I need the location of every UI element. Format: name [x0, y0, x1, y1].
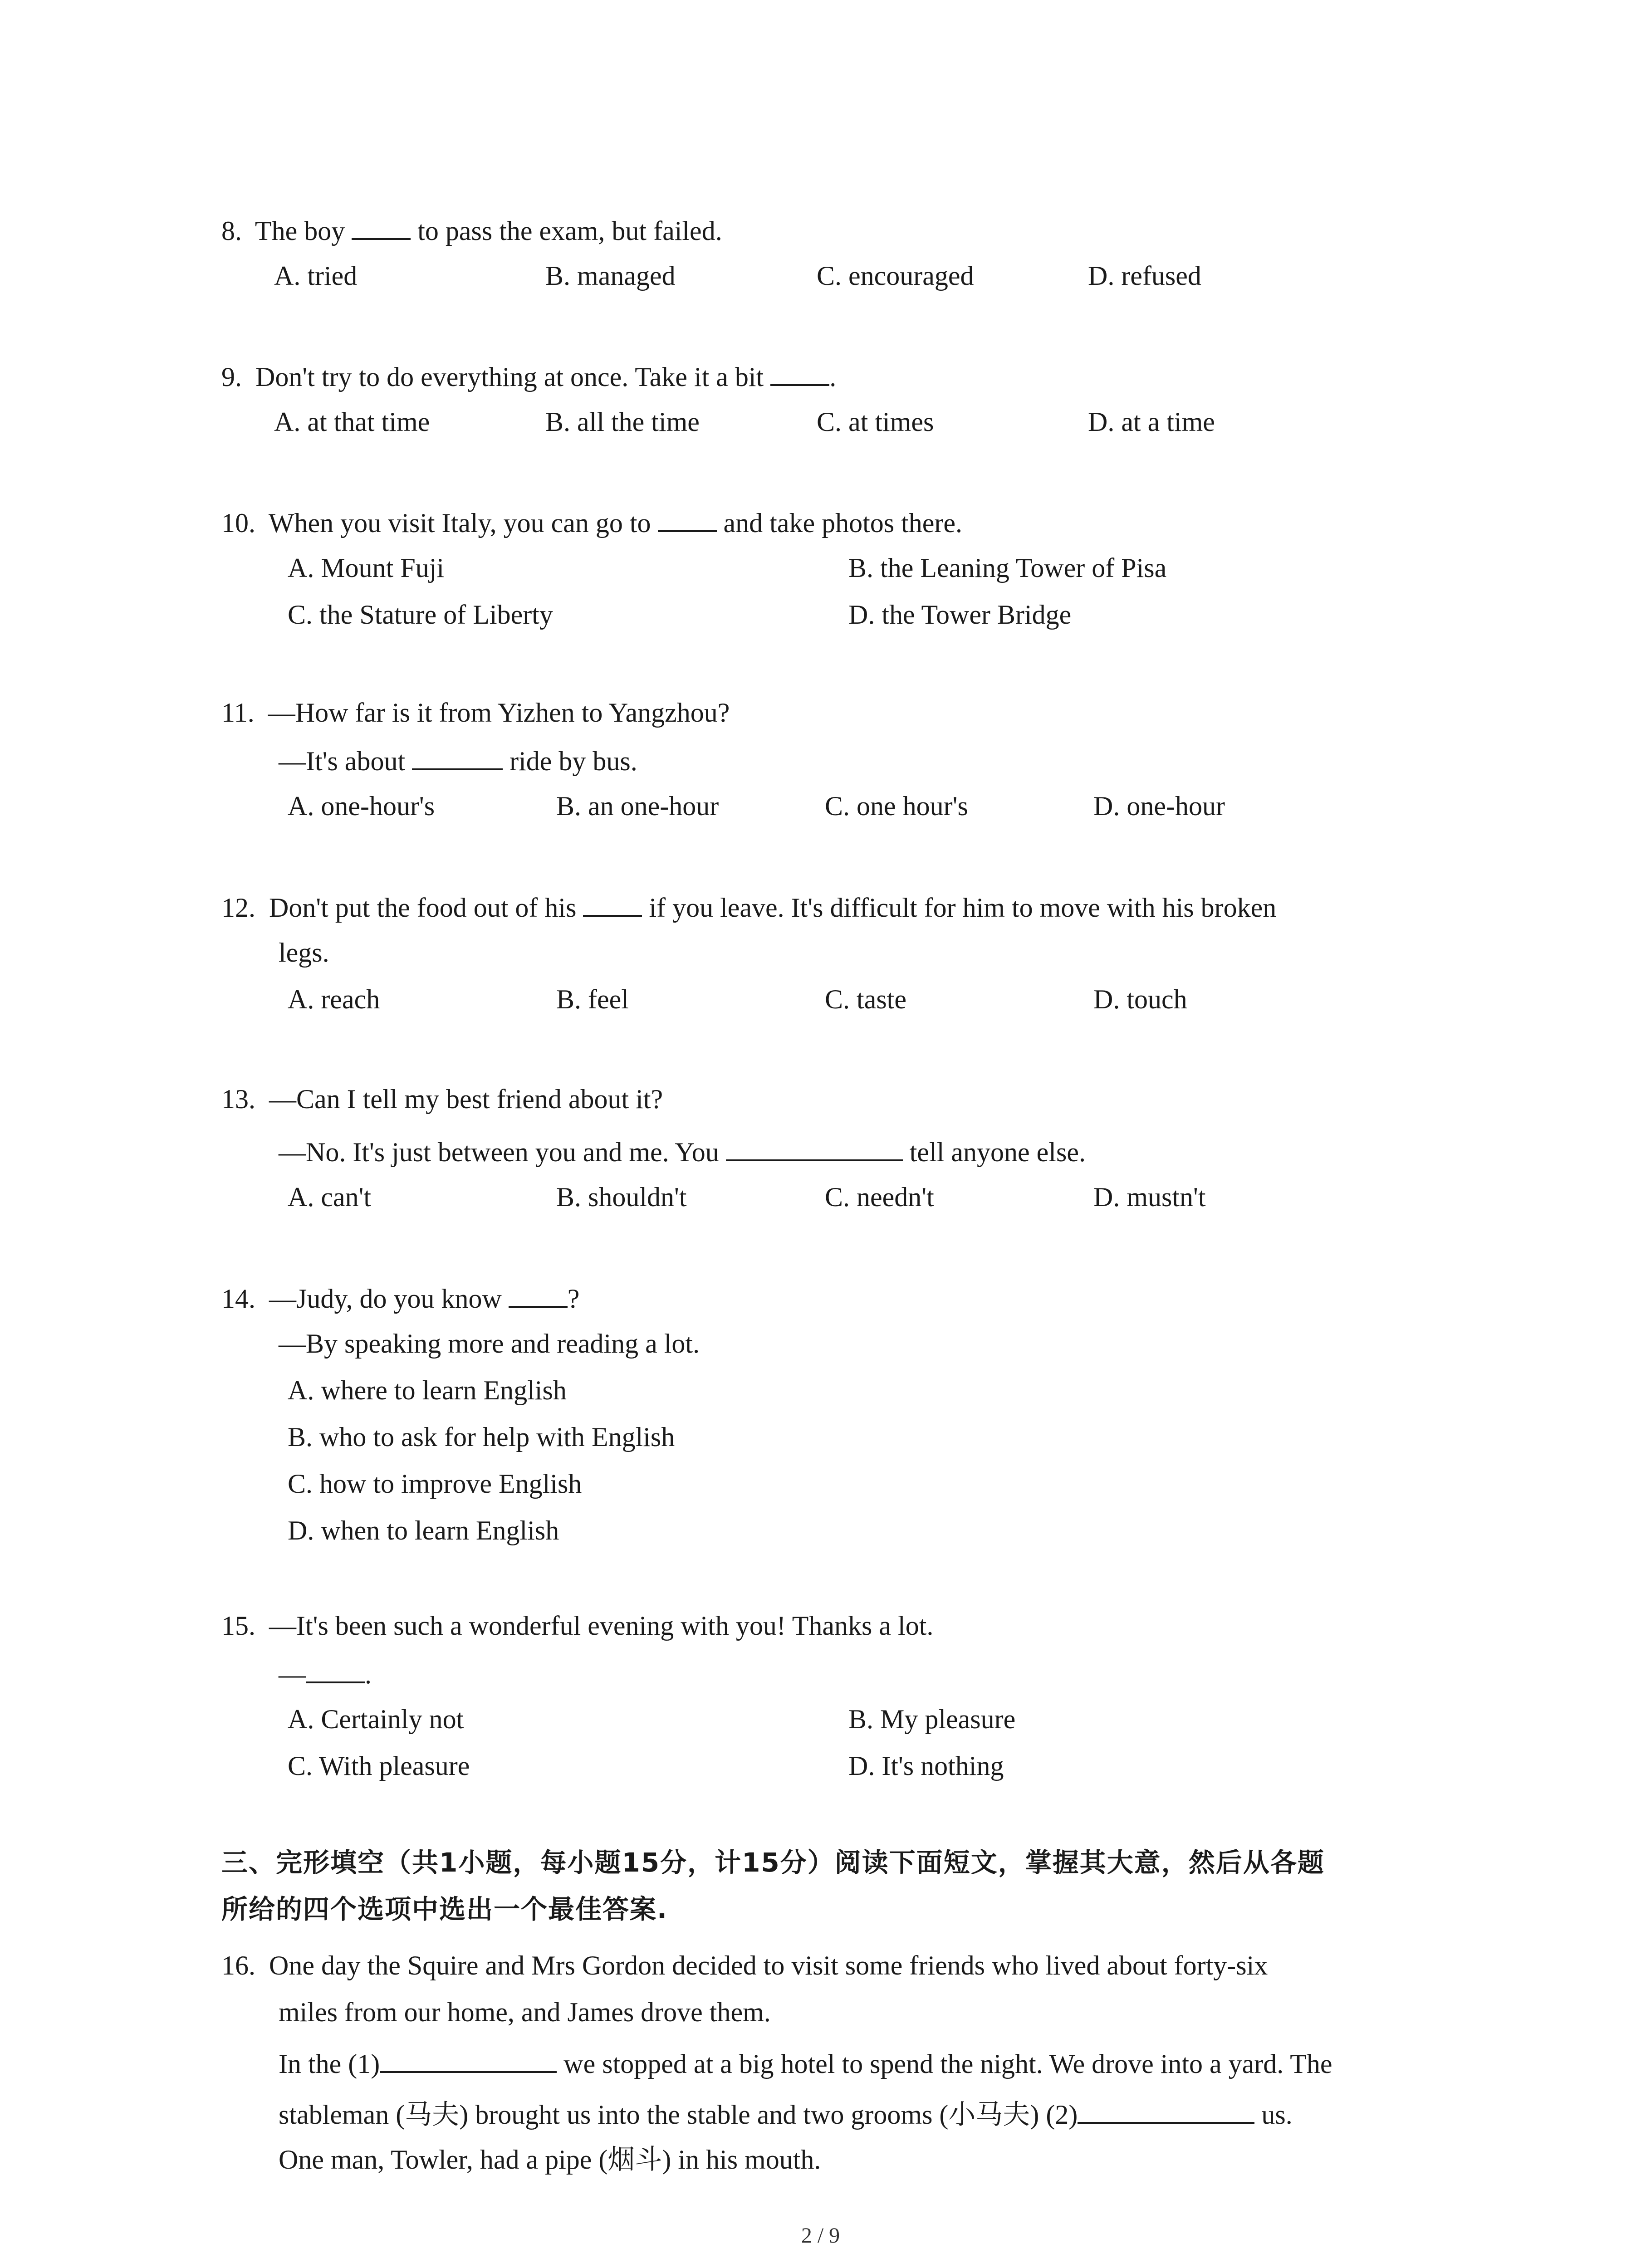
- question-8-stem: [221, 215, 722, 244]
- page-number: 2 / 9: [801, 2224, 840, 2248]
- stem-text: Don't try to do everything at once. Take it a bit: [255, 362, 764, 392]
- question-14-response: —By speaking more and reading a lot.: [279, 1329, 700, 1359]
- option-d: D. when to learn English: [288, 1515, 559, 1545]
- question-number: 12.: [221, 893, 255, 923]
- passage-line-blank-2: [279, 2099, 1293, 2128]
- option-b: B. My pleasure: [848, 1704, 1016, 1734]
- option-d: D. It's nothing: [848, 1751, 1004, 1781]
- stem-text: When you visit Italy, you can go to: [268, 508, 651, 538]
- question-number: 16.: [221, 1950, 255, 1980]
- section-heading: 三、完形填空（共1小题，每小题15分，计15分）阅读下面短文，掌握其大意，然后从各题: [221, 1847, 1325, 1878]
- question-15-stem: [221, 1612, 933, 1639]
- stem-text: tell anyone else.: [909, 1137, 1086, 1167]
- passage-text: In the (1): [279, 2049, 380, 2079]
- option-c: C. the Stature of Liberty: [288, 600, 553, 630]
- stem-text: —How far is it from Yizhen to Yangzhou?: [268, 698, 730, 728]
- stem-text: —It's about: [279, 746, 406, 776]
- option-a: A. Certainly not: [288, 1704, 464, 1734]
- answer-blank: [583, 892, 642, 917]
- option-b: B. managed: [545, 261, 676, 291]
- question-11-stem: [221, 699, 730, 726]
- option-c: C. With pleasure: [288, 1751, 470, 1781]
- stem-text: —: [279, 1659, 306, 1689]
- option-b: B. who to ask for help with English: [288, 1422, 675, 1452]
- question-13-stem: [221, 1085, 663, 1113]
- passage-text: we stopped at a big hotel to spend the night. We drove into a yard. The: [563, 2049, 1332, 2079]
- option-c: C. taste: [825, 984, 906, 1014]
- stem-text: ?: [567, 1284, 580, 1314]
- option-a: A. can't: [288, 1182, 372, 1212]
- question-number: 14.: [221, 1284, 255, 1314]
- section-heading-cont: 所给的四个选项中选出一个最佳答案.: [221, 1894, 668, 1925]
- passage-text: miles from our home, and James drove them.: [279, 1997, 771, 2027]
- question-14-stem: [221, 1283, 579, 1312]
- cloze-blank-2: [1078, 2099, 1254, 2124]
- question-number: 13.: [221, 1084, 255, 1114]
- answer-blank: [770, 362, 829, 386]
- passage-text: One man, Towler, had a pipe (烟斗) in his mouth.: [279, 2145, 821, 2175]
- question-12-stem: [221, 892, 1276, 921]
- option-a: A. at that time: [274, 407, 430, 437]
- stem-text: —Can I tell my best friend about it?: [269, 1084, 663, 1114]
- stem-text: .: [365, 1659, 372, 1689]
- stem-text: .: [829, 362, 837, 392]
- passage-text: us.: [1261, 2100, 1293, 2130]
- option-d: D. mustn't: [1093, 1182, 1206, 1212]
- stem-text: —No. It's just between you and me. You: [279, 1137, 719, 1167]
- cloze-blank-1: [380, 2048, 557, 2073]
- question-12-stem-cont: legs.: [279, 938, 329, 968]
- passage-text: stableman (马夫) brought us into the stable and two grooms (小马夫) (2): [279, 2100, 1078, 2130]
- option-d: D. at a time: [1088, 407, 1215, 437]
- answer-blank: [352, 215, 411, 240]
- option-b: B. an one-hour: [556, 791, 719, 821]
- question-10-stem: [221, 508, 962, 537]
- option-c: C. at times: [817, 407, 934, 437]
- option-b: B. all the time: [545, 407, 700, 437]
- question-11-response: [279, 746, 637, 775]
- stem-text: Don't put the food out of his: [269, 893, 577, 923]
- question-number: 8.: [221, 216, 242, 246]
- option-c: C. how to improve English: [288, 1469, 582, 1499]
- option-d: D. refused: [1088, 261, 1201, 291]
- question-9-stem: [221, 362, 836, 391]
- option-c: C. needn't: [825, 1182, 934, 1212]
- option-d: D. touch: [1093, 984, 1187, 1014]
- answer-blank: [412, 746, 503, 770]
- option-d: D. one-hour: [1093, 791, 1225, 821]
- option-a: A. where to learn English: [288, 1375, 567, 1405]
- question-number: 11.: [221, 698, 255, 728]
- passage-text: One day the Squire and Mrs Gordon decided to visit some friends who lived about forty-six: [269, 1950, 1268, 1980]
- question-16-passage-line: [221, 1952, 1268, 1979]
- option-a: A. reach: [288, 984, 380, 1014]
- answer-blank: [509, 1283, 568, 1308]
- option-b: B. feel: [556, 984, 629, 1014]
- stem-text: if you leave. It's difficult for him to move with his broken: [649, 893, 1277, 923]
- stem-text: to pass the exam, but failed.: [417, 216, 722, 246]
- stem-text: and take photos there.: [723, 508, 963, 538]
- question-number: 15.: [221, 1611, 255, 1641]
- answer-blank: [658, 508, 717, 532]
- option-b: B. the Leaning Tower of Pisa: [848, 553, 1167, 583]
- question-15-response: [279, 1659, 372, 1688]
- stem-text: —It's been such a wonderful evening with you! Thanks a lot.: [269, 1611, 934, 1641]
- question-number: 9.: [221, 362, 242, 392]
- option-c: C. encouraged: [817, 261, 974, 291]
- stem-text: The boy: [255, 216, 345, 246]
- option-a: A. one-hour's: [288, 791, 435, 821]
- option-c: C. one hour's: [825, 791, 968, 821]
- passage-line-blank-1: [279, 2048, 1332, 2077]
- option-a: A. tried: [274, 261, 358, 291]
- stem-text: —Judy, do you know: [269, 1284, 502, 1314]
- option-d: D. the Tower Bridge: [848, 600, 1072, 630]
- question-number: 10.: [221, 508, 255, 538]
- option-b: B. shouldn't: [556, 1182, 687, 1212]
- answer-blank: [726, 1137, 903, 1161]
- question-13-response: [279, 1137, 1086, 1166]
- stem-text: ride by bus.: [509, 746, 637, 776]
- option-a: A. Mount Fuji: [288, 553, 445, 583]
- answer-blank: [306, 1659, 365, 1683]
